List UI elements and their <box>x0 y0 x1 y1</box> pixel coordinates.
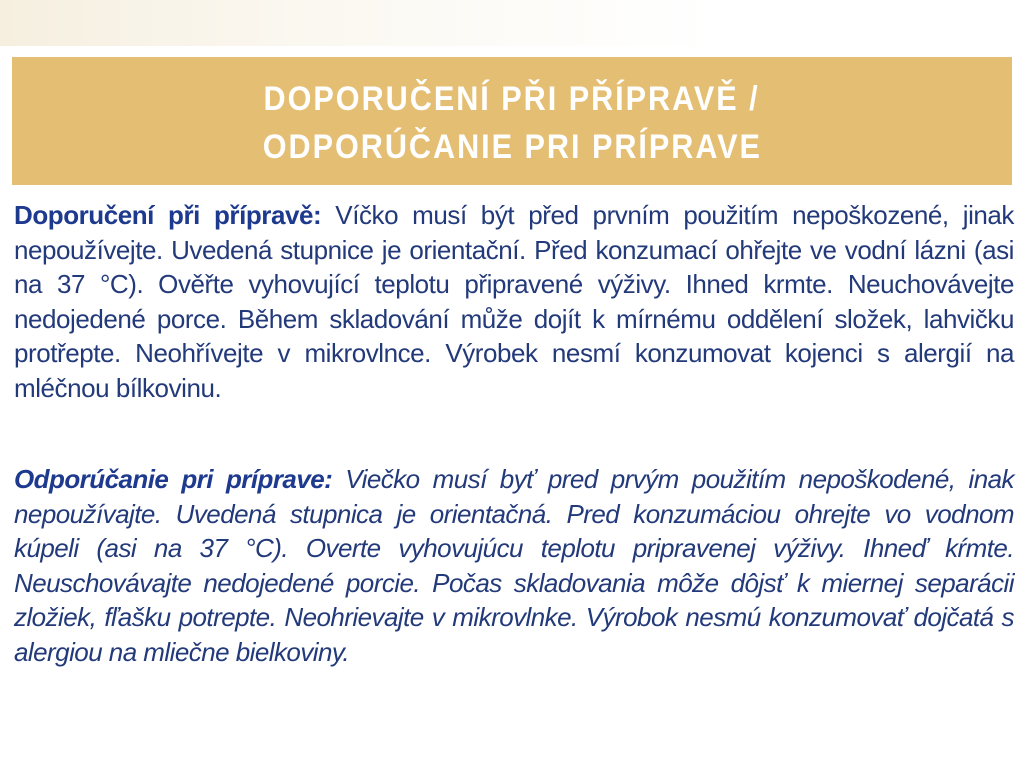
section-header-band <box>12 57 1012 185</box>
czech-lead-label: Doporučení při přípravě: <box>14 200 322 230</box>
paragraph-slovak-instructions <box>14 462 1014 669</box>
header-title-slovak: ODPORÚČANIE PRI PRÍPRAVE <box>262 128 762 166</box>
paragraph-czech-instructions <box>14 198 1014 405</box>
czech-body-text: Víčko musí být před prvním použitím nepoškozené, jinak nepoužívejte. Uvedená stupnice je orientační. Před konzumací ohřejte ve vodní lázni (asi na 37 °C). Ověřte vyhovující teplotu připravené výživy. Ihned krmte. Neuchovávejte nedojedené porce. Během skladování může dojít k mírnému oddělení složek, lahvičku protřepte. Neohřívejte v mikrovlnce. Výrobek nesmí konzumovat kojenci s alergií na mléčnou bílkovinu. <box>14 200 1014 403</box>
slovak-lead-label: Odporúčanie pri príprave: <box>14 464 333 494</box>
top-decorative-strip <box>0 0 1024 46</box>
header-title-czech: DOPORUČENÍ PŘI PŘÍPRAVĚ / <box>263 80 761 118</box>
slovak-body-text: Viečko musí byť pred prvým použitím nepoškodené, inak nepoužívajte. Uvedená stupnica je orientačná. Pred konzumáciou ohrejte vo vodnom kúpeli (asi na 37 °C). Overte vyhovujúcu teplotu pripravenej výživy. Ihneď kŕmte. Neuschovávajte nedojedené porcie. Počas skladovania môže dôjsť k miernej separácii zložiek, fľašku potrepte. Neohrievajte v mikrovlnke. Výrobok nesmú konzumovať dojčatá s alergiou na mliečne bielkoviny. <box>14 464 1014 667</box>
